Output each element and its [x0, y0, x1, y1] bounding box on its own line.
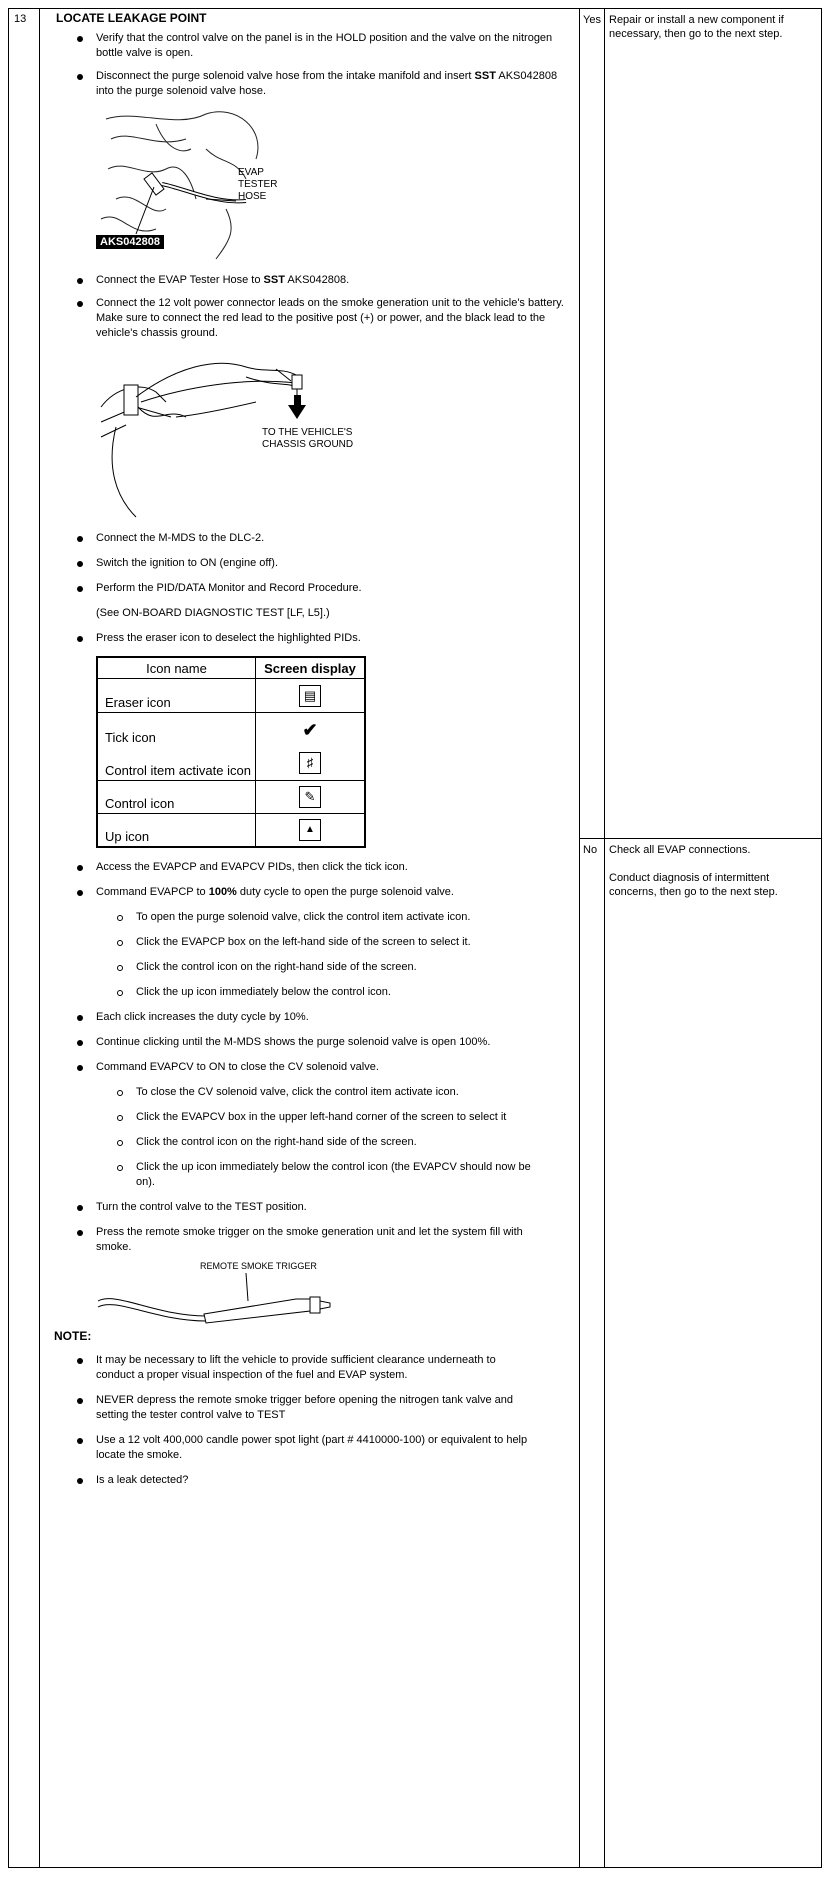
column-divider — [604, 9, 605, 1867]
result-yes-label: Yes — [583, 14, 601, 26]
list-item: Connect the EVAP Tester Hose to SST AKS042808. — [56, 273, 571, 288]
figure-smoke-trigger — [96, 1261, 386, 1327]
diagnostic-step-table — [8, 8, 822, 1868]
note-title: NOTE: — [54, 1328, 92, 1343]
table-header: Icon name — [97, 657, 256, 679]
icon-name-cell: Eraser icon — [97, 679, 256, 713]
sub-list-item: To open the purge solenoid valve, click the control item activate icon. — [56, 910, 571, 925]
table-row — [97, 713, 365, 747]
figure-label: EVAP TESTER HOSE — [238, 167, 278, 202]
icon-name-cell: Up icon — [97, 814, 256, 847]
list-item: Each click increases the duty cycle by 10%. — [56, 1010, 571, 1025]
list-item: Switch the ignition to ON (engine off). — [56, 556, 571, 571]
list-item: Is a leak detected? — [56, 1473, 571, 1488]
eraser-icon: ▤ — [299, 685, 321, 707]
figure-sst-hose — [96, 109, 356, 265]
table-row — [97, 781, 365, 814]
sub-list-item: Click the control icon on the right-hand side of the screen. — [56, 1135, 571, 1150]
icon-name-cell: Tick icon — [97, 713, 256, 747]
note-list — [56, 1353, 571, 1488]
step-number: 13 — [14, 13, 27, 25]
list-item: Access the EVAPCP and EVAPCV PIDs, then click the tick icon. — [56, 860, 571, 875]
icon-table — [96, 656, 366, 848]
reference-text: (See ON-BOARD DIAGNOSTIC TEST [LF, L5].) — [96, 607, 330, 619]
list-item: Connect the M-MDS to the DLC-2. — [56, 531, 571, 546]
sub-list-item: Click the up icon immediately below the control icon (the EVAPCV should now be on). — [56, 1160, 571, 1190]
icon-name-cell: Control item activate icon — [97, 747, 256, 781]
step-title: LOCATE LEAKAGE POINT — [56, 11, 207, 25]
list-item: It may be necessary to lift the vehicle to provide sufficient clearance underneath to conduct a proper visual inspection of the fuel and EVAP system. — [56, 1353, 571, 1383]
instruction-list — [56, 860, 571, 900]
icon-name-cell: Control icon — [97, 781, 256, 814]
step-content — [56, 11, 571, 1488]
control-icon: ✎ — [299, 786, 321, 808]
result-no-label: No — [583, 844, 598, 856]
up-icon: ▲ — [299, 819, 321, 841]
result-no-action: Conduct diagnosis of intermittent concerns, then go to the next step. — [609, 872, 778, 898]
list-item: NEVER depress the remote smoke trigger before opening the nitrogen tank valve and setting the tester control valve to TEST — [56, 1393, 571, 1423]
instruction-list — [56, 631, 571, 646]
sub-list — [56, 1085, 571, 1190]
result-no-action: Check all EVAP connections. — [609, 844, 751, 856]
control-item-activate-icon: ♯ — [299, 752, 321, 774]
sub-list-item: Click the up icon immediately below the control icon. — [56, 985, 571, 1000]
list-item: Verify that the control valve on the panel is in the HOLD position and the valve on the nitrogen bottle valve is open. — [56, 31, 571, 61]
sub-list-item: Click the EVAPCP box on the left-hand side of the screen to select it. — [56, 935, 571, 950]
instruction-list — [56, 1010, 571, 1075]
sub-list-item: To close the CV solenoid valve, click the control item activate icon. — [56, 1085, 571, 1100]
list-item: Use a 12 volt 400,000 candle power spot light (part # 4410000-100) or equivalent to help locate the smoke. — [56, 1433, 571, 1463]
list-item: Turn the control valve to the TEST position. — [56, 1200, 571, 1215]
list-item: Connect the 12 volt power connector leads on the smoke generation unit to the vehicle's battery. Make sure to connect the red lead to the positive post (+) or power, and the black lead to the vehicle's chassis ground. — [56, 296, 571, 341]
list-item: Perform the PID/DATA Monitor and Record Procedure. — [56, 581, 571, 596]
result-yes-action: Repair or install a new component if necessary, then go to the next step. — [609, 14, 784, 40]
sub-list — [56, 910, 571, 1000]
list-item: Press the remote smoke trigger on the smoke generation unit and let the system fill with smoke. — [56, 1225, 571, 1255]
sub-list-item: Click the control icon on the right-hand side of the screen. — [56, 960, 571, 975]
sst-tag: AKS042808 — [96, 235, 164, 249]
list-item: Disconnect the purge solenoid valve hose from the intake manifold and insert SST AKS042808 into the purge solenoid valve hose. — [56, 69, 571, 99]
instruction-list — [56, 1200, 571, 1255]
instruction-list — [56, 531, 571, 596]
figure-label: REMOTE SMOKE TRIGGER — [200, 1260, 317, 1271]
figure-label: TO THE VEHICLE'S CHASSIS GROUND — [262, 427, 354, 450]
table-row — [97, 679, 365, 713]
table-row — [97, 747, 365, 781]
table-row — [97, 814, 365, 847]
result-row-divider — [579, 838, 821, 839]
list-item: Press the eraser icon to deselect the highlighted PIDs. — [56, 631, 571, 646]
column-divider — [579, 9, 580, 1867]
figure-battery-leads — [96, 347, 386, 525]
tick-icon: ✔ — [302, 719, 318, 740]
table-header: Screen display — [256, 657, 366, 679]
sub-list-item: Click the EVAPCV box in the upper left-hand corner of the screen to select it — [56, 1110, 571, 1125]
list-item: Command EVAPCP to 100% duty cycle to open the purge solenoid valve. — [56, 885, 571, 900]
column-divider — [39, 9, 40, 1867]
list-item: Continue clicking until the M-MDS shows the purge solenoid valve is open 100%. — [56, 1035, 571, 1050]
instruction-list — [56, 273, 571, 341]
list-item: Command EVAPCV to ON to close the CV solenoid valve. — [56, 1060, 571, 1075]
instruction-list — [56, 31, 571, 99]
